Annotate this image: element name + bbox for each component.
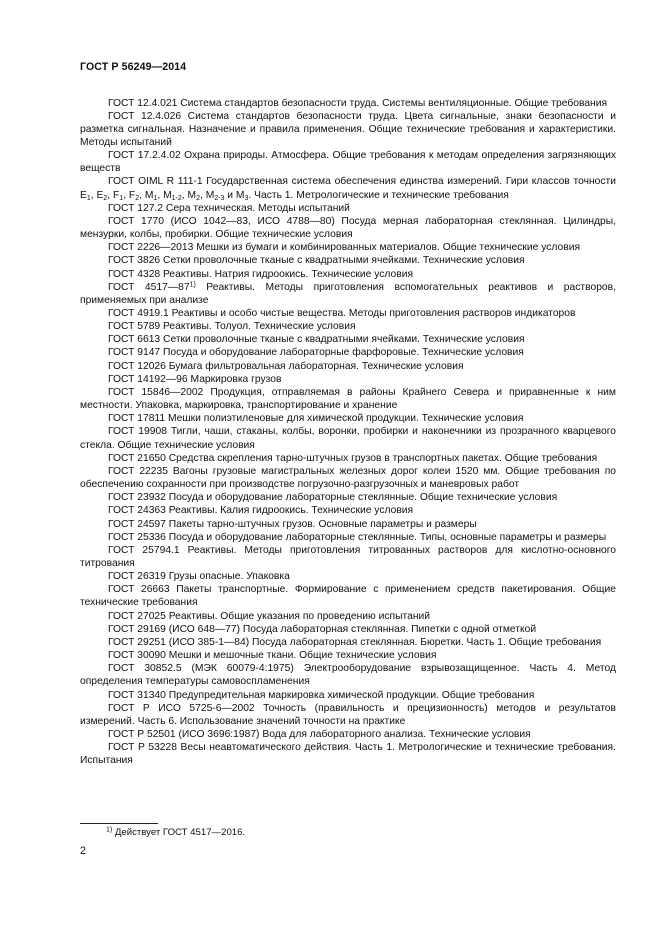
oiml-sub: 2 <box>196 194 200 202</box>
normative-references-list <box>80 97 616 768</box>
reference-item: ГОСТ 23932 Посуда и оборудование лабораторные стеклянные. Общие технические условия <box>108 492 558 504</box>
reference-item: ГОСТ 25336 Посуда и оборудование лабораторные стеклянные. Типы, основные параметры и размеры <box>108 531 607 543</box>
oiml-text: , M <box>181 189 197 201</box>
reference-item: ГОСТ 9147 Посуда и оборудование лабораторные фарфоровые. Технические условия <box>108 347 524 359</box>
reference-item: ГОСТ 24597 Пакеты тарно-штучных грузов. Основные параметры и размеры <box>108 518 477 530</box>
footnote-text: Действует ГОСТ 4517—2016. <box>112 827 246 838</box>
reference-item: ГОСТ 1770 (ИСО 1042—83, ИСО 4788—80) Посуда мерная лабораторная стеклянная. Цилиндры, мензурки, колбы, пробирки. Общие технические условия <box>80 215 616 241</box>
reference-item: ГОСТ Р ИСО 5725-6—2002 Точность (правильность и прецизионность) методов и результатов измерений. Часть 6. Использование значений точности на практике <box>80 702 616 727</box>
footnote-marker: 1) <box>189 281 196 289</box>
oiml-text: , F <box>123 189 136 201</box>
oiml-text: , F <box>107 189 120 201</box>
reference-item: ГОСТ 4328 Реактивы. Натрия гидроокись. Технические условия <box>108 268 414 280</box>
reference-item: ГОСТ Р 53228 Весы неавтоматического действия. Часть 1. Метрологические и технические требования. Испытания <box>80 742 616 767</box>
reference-item: ГОСТ Р 52501 (ИСО 3696:1987) Вода для лабораторного анализа. Технические условия <box>108 729 531 740</box>
reference-item: ГОСТ 24363 Реактивы. Калия гидроокись. Технические условия <box>108 505 414 517</box>
reference-item: ГОСТ 12.4.026 Система стандартов безопасности труда. Цвета сигнальные, знаки безопасности и разметка сигнальная. Назначение и правила применения. Общие технические требования и характеристики. Методы испытаний <box>80 110 616 148</box>
oiml-sub: 1 <box>153 194 158 202</box>
reference-item: ГОСТ 26319 Грузы опасные. Упаковка <box>108 571 290 583</box>
reference-item: ГОСТ 6613 Сетки проволочные тканые с квадратными ячейками. Технические условия <box>108 334 525 346</box>
reference-item: ГОСТ 12.4.021 Система стандартов безопасности труда. Системы вентиляционные. Общие требования <box>108 97 608 109</box>
reference-item-gost-4517 <box>80 281 616 307</box>
reference-item: ГОСТ 29169 (ИСО 648—77) Посуда лабораторная стеклянная. Пипетки с одной отметкой <box>108 623 537 635</box>
oiml-text: и M <box>224 189 245 201</box>
document-header: ГОСТ Р 56249—2014 <box>80 61 187 73</box>
oiml-text: ГОСТ OIML R 111-1 Государственная система обеспечения единства измерений. Гири классов точности E <box>80 176 616 201</box>
oiml-text: . Часть 1. Метрологические и технические требования <box>248 189 509 201</box>
reference-item: ГОСТ 17811 Мешки полиэтиленовые для химической продукции. Технические условия <box>108 413 524 425</box>
reference-item: ГОСТ 127.2 Сера техническая. Методы испытаний <box>108 202 350 214</box>
reference-item: ГОСТ 31340 Предупредительная маркировка химической продукции. Общие требования <box>108 689 535 701</box>
reference-item: ГОСТ 2226—2013 Мешки из бумаги и комбинированных материалов. Общие технические условия <box>108 242 581 254</box>
gost4517-text: Реактивы. Методы приготовления вспомогательных реактивов и растворов, применяемых при анализе <box>80 281 616 306</box>
gost4517-code: ГОСТ 4517—87 <box>108 281 190 293</box>
reference-item: ГОСТ 22235 Вагоны грузовые магистральных железных дорог колеи 1520 мм. Общие требования по обеспечению сохранности при производстве погрузочно-разгрузочных и маневровых работ <box>80 465 616 491</box>
reference-item: ГОСТ 5789 Реактивы. Толуол. Технические условия <box>108 321 356 333</box>
oiml-text: , M <box>157 189 172 201</box>
reference-item: ГОСТ 14192—96 Маркировка грузов <box>108 373 282 385</box>
reference-item: ГОСТ 17.2.4.02 Охрана природы. Атмосфера. Общие требования к методам определения загрязняющих веществ <box>80 150 616 175</box>
reference-item: ГОСТ 27025 Реактивы. Общие указания по проведению испытаний <box>108 610 431 622</box>
oiml-sub: 1 <box>119 194 124 202</box>
reference-item: ГОСТ 12026 Бумага фильтровальная лабораторная. Технические условия <box>108 360 464 372</box>
footnote <box>106 827 245 839</box>
oiml-text: , M <box>139 189 154 201</box>
reference-item: ГОСТ 21650 Средства скрепления тарно-штучных грузов в транспортных пакетах. Общие требования <box>108 452 598 464</box>
reference-item: ГОСТ 30090 Мешки и мешочные ткани. Общие технические условия <box>108 650 437 662</box>
oiml-sub: 3 <box>244 194 249 202</box>
oiml-sub: 2 <box>135 194 140 202</box>
reference-item: ГОСТ 30852.5 (МЭК 60079-4:1975) Электрооборудование взрывозащищенное. Часть 4. Метод определения температуры самовоспламенения <box>80 663 616 688</box>
oiml-text: , M <box>200 189 215 201</box>
footnote-separator <box>80 823 158 824</box>
reference-item: ГОСТ 29251 (ИСО 385-1—84) Посуда лабораторная стеклянная. Бюретки. Часть 1. Общие требования <box>108 636 602 648</box>
oiml-text: , E <box>90 189 104 201</box>
oiml-sub: 1 <box>86 194 91 202</box>
footnote-marker: 1) <box>106 826 113 834</box>
oiml-sub: 1-2 <box>171 194 182 202</box>
reference-item: ГОСТ 26663 Пакеты транспортные. Формирование с применением средств пакетирования. Общие технические требования <box>80 584 616 609</box>
oiml-sub: 2-3 <box>214 194 225 202</box>
reference-item: ГОСТ 19908 Тигли, чаши, стаканы, колбы, воронки, пробирки и наконечники из прозрачного кварцевого стекла. Общие технические условия <box>80 426 616 451</box>
reference-item: ГОСТ 15846—2002 Продукция, отправляемая в районы Крайнего Севера и приравненные к ним местности. Упаковка, маркировка, транспортирование и хранение <box>80 386 616 412</box>
oiml-sub: 2 <box>103 194 108 202</box>
reference-item: ГОСТ 4919.1 Реактивы и особо чистые вещества. Методы приготовления растворов индикаторов <box>108 308 576 319</box>
reference-item: ГОСТ 3826 Сетки проволочные тканые с квадратными ячейками. Технические условия <box>108 255 525 267</box>
page-number: 2 <box>80 845 86 857</box>
reference-item: ГОСТ 25794.1 Реактивы. Методы приготовления титрованных растворов для кислотно-основного титрования <box>80 544 616 569</box>
reference-item-oiml <box>80 175 616 201</box>
